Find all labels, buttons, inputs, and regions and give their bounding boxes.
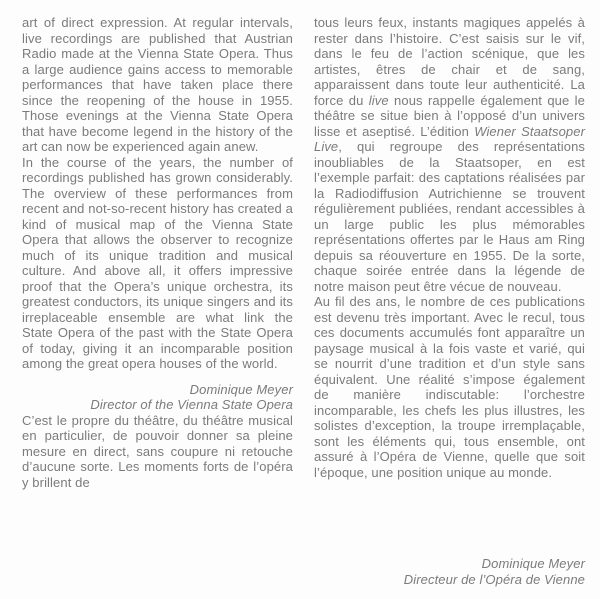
english-paragraph-2: In the course of the years, the number of recordings published has grown considerably. The overview of these performances from recent and not-so-recent history has created a kind of musical map of the Vienna State Opera that allows the observer to recognize much of its unique tradition and musical culture. And above all, it offers impressive proof that the Opera’s unique orchestra, its greatest conductors, its unique singers and its irreplaceable ensemble are what link the State Opera of the past with the State Opera of today, giving it an incomparable position among the great opera houses of the world. <box>22 154 293 371</box>
signature-name: Dominique Meyer <box>189 381 293 397</box>
signature-block-english <box>22 382 293 413</box>
french-text-part-c: , qui regroupe des représentations inoubliables de la Staatsoper, en est l’exemple parfait: des captations réalisées par la Radiodiffusion Autrichienne se trouvent régulièrement publiées, rendant accessibles à un large public les plus mémorables représentations offertes par le Haus am Ring depuis sa réouverture en 1955. De la sorte, chaque soirée entrée dans la légende de notre maison peut être vécue de nouveau. <box>314 139 585 294</box>
signature-block-french <box>314 556 585 587</box>
italic-edition-title: Wiener Staatsoper Live <box>314 123 585 154</box>
french-paragraph-continuation <box>314 15 585 294</box>
english-paragraph-continuation: art of direct expression. At regular intervals, live recordings are published that Austrian Radio made at the Vienna State Opera. Thus a large audience gains access to memorable performances that have taken place there since the reopening of the house in 1955. Those evenings at the Vienna State Opera that have become legend in the history of the art can now be experienced again anew. <box>22 15 293 154</box>
french-paragraph-start: C’est le propre du théâtre, du théâtre musical en particulier, de pouvoir donner sa pleine mesure en direct, sans coupure ni retouche d’aucune sorte. Les moments forts de l’opéra y brillent de <box>22 412 293 490</box>
french-text-part-b: nous rappelle également que le théâtre se situe bien à l’opposé d’un univers lisse et aseptisé. L’édition <box>314 92 585 139</box>
right-column-french <box>314 15 585 587</box>
signature-name: Dominique Meyer <box>481 556 585 571</box>
signature-title: Directeur de l’Opéra de Vienne <box>403 571 585 587</box>
left-column-english <box>22 15 293 587</box>
italic-live-term: live <box>368 92 389 108</box>
french-paragraph-2: Au fil des ans, le nombre de ces publications est devenu très important. Avec le recul, tous ces documents accumulés font apparaître un paysage musical à la fois vaste et varié, qui se nourrit d’une tradition et d’un style sans équivalent. Une réalité s’impose également de manière indiscutable: l’orchestre incomparable, les chefs les plus illustres, les solistes d’exception, la troupe irremplaçable, sont les éléments qui, tous ensemble, ont assuré à l’Opéra de Vienne, quelle que soit l’époque, une position unique au monde. <box>314 294 585 480</box>
french-text-part-a: tous leurs feux, instants magiques appelés à rester dans l’histoire. C’est saisis sur le vif, dans le feu de l’action scénique, que les artistes, êtres de chair et de sang, apparaissent dans toute leur authenticité. La force du <box>314 15 585 108</box>
signature-title: Director of the Vienna State Opera <box>90 397 293 412</box>
